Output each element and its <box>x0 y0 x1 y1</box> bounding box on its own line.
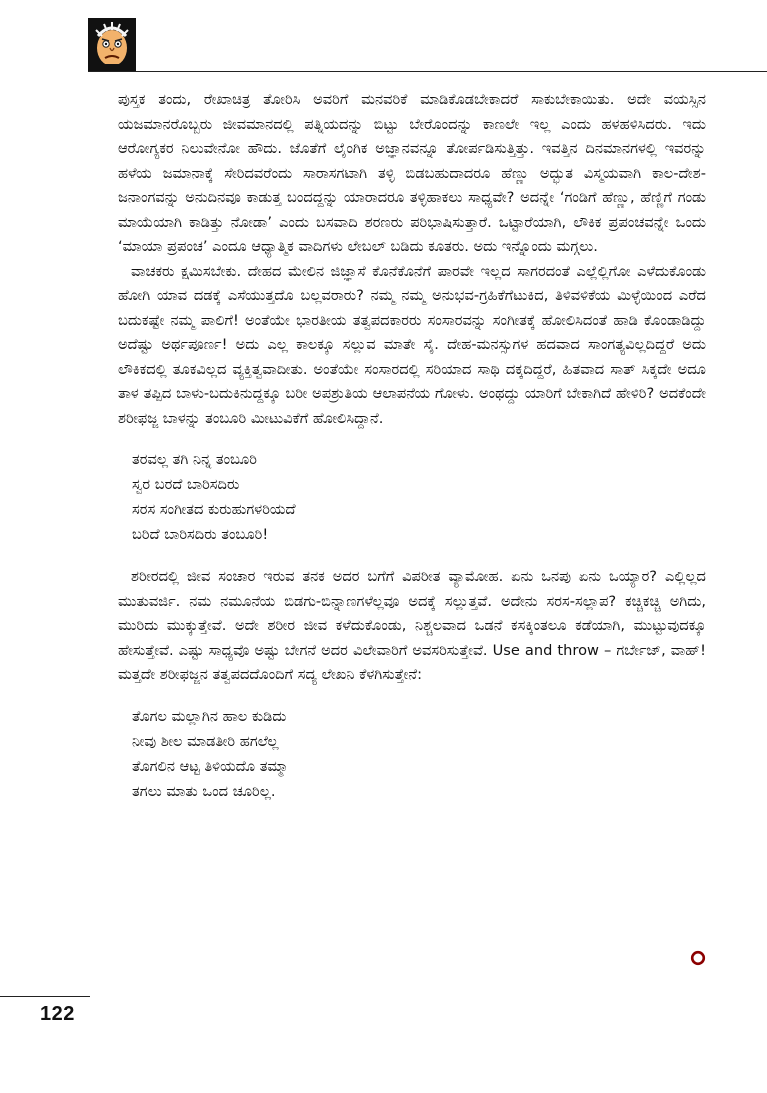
page-number: 122 <box>40 1003 75 1025</box>
article-body <box>118 88 706 804</box>
verse-line: ಸ್ವರ ಬರದೆ ಬಾರಿಸದಿರು <box>132 476 240 493</box>
verse-line: ತೊಗಲ ಮಲ್ಲಾಗಿನ ಹಾಲ ಕುಡಿದು <box>132 707 287 725</box>
verse-line: ಬರಿದೆ ಬಾರಿಸದಿರು ತಂಬೂರಿ! <box>132 526 269 543</box>
paragraph: ವಾಚಕರು ಕ್ಷಮಿಸಬೇಕು. ದೇಹದ ಮೇಲಿನ ಜಿಜ್ಞಾಸೆ ಕೊನೆಕೊನೆಗೆ ಪಾರವೇ ಇಲ್ಲದ ಸಾಗರದಂತೆ ಎಲ್ಲೆಲ್ಲಿಗೋ ಎಳೆದುಕೊಂಡು ಹೋಗಿ ಯಾವ ದಡಕ್ಕೆ ಎಸೆಯುತ್ತದೊ ಬಲ್ಲವರಾರು? ನಮ್ಮ ನಮ್ಮ ಅನುಭವ-ಗ್ರಹಿಕೆಗೆಟುಕಿದ, ತಿಳಿವಳಿಕೆಯ ಮಿಳ್ಳೆಯಿಂದ ಎರೆದ ಬದುಕಷ್ಟೇ ನಮ್ಮ ಪಾಲಿಗೆ! ಅಂತೆಯೇ ಭಾರತೀಯ ತತ್ವಪದಕಾರರು ಸಂಸಾರವನ್ನು ಸಂಗೀತಕ್ಕೆ ಹೋಲಿಸಿದಂತೆ ಹಾಡಿ ಕೊಂಡಾಡಿದ್ದು ಅದೆಷ್ಟು ಅರ್ಥಪೂರ್ಣ! ಅದು ಎಲ್ಲ ಕಾಲಕ್ಕೂ ಸಲ್ಲುವ ಮಾತೇ ಸೈ. ದೇಹ-ಮನಸ್ಸುಗಳ ಹದವಾದ ಸಾಂಗತ್ಯವಿಲ್ಲದಿದ್ದರೆ ಅದು ಲೌಕಿಕದಲ್ಲಿ ತೂಕವಿಲ್ಲದ ವ್ಯಕ್ತಿತ್ವವಾದೀತು. ಅಂತೆಯೇ ಸಂಸಾರದಲ್ಲಿ ಸರಿಯಾದ ಸಾಥಿ ದಕ್ಕದಿದ್ದರೆ, ಹಿತವಾದ ಸಾತ್ ಸಿಕ್ಕದೇ ಅದೂ ತಾಳ ತಪ್ಪಿದ ಬಾಳು-ಬದುಕಿನುದ್ದಕ್ಕೂ ಬರೀ ಅಪಶ್ರುತಿಯ ಆಲಾಪನೆಯ ಗೋಳು. ಅಂಥದ್ದು ಯಾರಿಗೆ ಬೇಕಾಗಿದೆ ಹೇಳಿರಿ? ಅದಕೆಂದೇ ಶರೀಫಜ್ಜ ಬಾಳನ್ನು ತಂಬೂರಿ ಮೀಟುವಿಕೆಗೆ ಹೋಲಿಸಿದ್ದಾನೆ. <box>118 262 706 427</box>
verse-line: ನೀವು ಶೀಲ ಮಾಡತೀರಿ ಹಗಲೆಲ್ಲ <box>132 732 279 750</box>
verse-line: ಸರಸ ಸಂಗೀತದ ಕುರುಹುಗಳರಿಯದೆ <box>132 501 296 518</box>
verse-line: ತಗಲು ಮಾತು ಒಂದ ಚೂರಿಲ್ಲ. <box>132 782 276 800</box>
paragraph: ಶರೀರದಲ್ಲಿ ಜೀವ ಸಂಚಾರ ಇರುವ ತನಕ ಅದರ ಬಗೆಗೆ ವಿಪರೀತ ವ್ಯಾಮೋಹ. ಏನು ಒನಪು ಏನು ಒಯ್ಯಾರ? ಎಲ್ಲಿಲ್ಲದ ಮುತುವರ್ಜಿ. ನಮ ನಮೂನೆಯ ಬಿಡಗು-ಬಿನ್ನಾಣಗಳೆಲ್ಲವೂ ಅದಕ್ಕೆ ಸಲ್ಲುತ್ತವೆ. ಅದೇನು ಸರಸ-ಸಲ್ಲಾಪ? ಕಚ್ಚಿಕಚ್ಚಿ ಅಗಿದು, ಮುರಿದು ಮುಕ್ಕುತ್ತೇವೆ. ಅದೇ ಶರೀರ ಜೀವ ಕಳೆದುಕೊಂಡು, ನಿಶ್ಚಲವಾದ ಒಡನೆ ಕಸಕ್ಕಿಂತಲೂ ಕಡೆಯಾಗಿ, ಮುಟ್ಟುವುದಕ್ಕೂ ಹೇಸುತ್ತೇವೆ. ಎಷ್ಟು ಸಾಧ್ಯವೊ ಅಷ್ಟು ಬೇಗನೆ ಅದರ ವಿಲೇವಾರಿಗೆ ಅವಸರಿಸುತ್ತೇವೆ. Use and throw – ಗರ್ಬೇಜ್, ವಾಹ್! ಮತ್ತದೇ ಶರೀಫಜ್ಜನ ತತ್ವಪದದೊಂದಿಗೆ ಸದ್ಯ ಲೇಖನಿ ಕೆಳಗಿಸುತ್ತೇನೆ: <box>118 568 706 683</box>
header-rule <box>88 71 767 72</box>
paragraph: ಪುಸ್ತಕ ತಂದು, ರೇಖಾಚಿತ್ರ ತೋರಿಸಿ ಅವರಿಗೆ ಮನವರಿಕೆ ಮಾಡಿಕೊಡಬೇಕಾದರೆ ಸಾಕುಬೇಕಾಯಿತು. ಅದೇ ವಯಸ್ಸಿನ ಯಜಮಾನರೊಬ್ಬರು ಜೀವಮಾನದಲ್ಲಿ ಪತ್ನಿಯದನ್ನು ಬಿಟ್ಟು ಬೇರೊಂದನ್ನು ಕಾಣಲೇ ಇಲ್ಲ ಎಂದು ಹಳಹಳಿಸಿದರು. ಇದು ಆರೋಗ್ಯಕರ ನಿಲುವೇನೋ ಹೌದು. ಜೊತೆಗೆ ಲೈಂಗಿಕ ಅಜ್ಞಾನವನ್ನೂ ತೋರ್ಪಡಿಸುತ್ತಿತ್ತು. ಇವತ್ತಿನ ದಿನಮಾನಗಳಲ್ಲಿ ಇವರನ್ನು ಹಳೆಯ ಜಮಾನಾಕ್ಕೆ ಸೇರಿದವರೆಂದು ಸಾರಾಸಗಟಾಗಿ ತಳ್ಳಿ ಬಿಡಬಹುದಾದರೂ ಹೆಣ್ಣು ಅದ್ಭುತ ವಿಸ್ಮಯವಾಗಿ ಕಾಲ-ದೇಶ-ಜನಾಂಗವನ್ನು ಅನುದಿನವೂ ಕಾಡುತ್ತ ಬಂದದ್ದನ್ನು ಯಾರಾದರೂ ತಳ್ಳಿಹಾಕಲು ಸಾಧ್ಯವೇ? ಅದನ್ನೇ ‘ಗಂಡಿಗೆ ಹೆಣ್ಣು, ಹೆಣ್ಣಿಗೆ ಗಂಡು ಮಾಯೆಯಾಗಿ ಕಾಡಿತ್ತು ನೋಡಾ’ ಎಂದು ಬಸವಾದಿ ಶರಣರು ಪರಿಭಾಷಿಸುತ್ತಾರೆ. ಒಟ್ಟಾರೆಯಾಗಿ, ಲೌಕಿಕ ಪ್ರಪಂಚವನ್ನೇ ಒಂದು ‘ಮಾಯಾ ಪ್ರಪಂಚ’ ಎಂದೂ ಆಧ್ಯಾತ್ಮಿಕ ವಾದಿಗಳು ಲೇಬಲ್ ಬಡಿದು ಕೂತರು. ಅದು ಇನ್ನೊಂದು ಮಗ್ಗಲು. <box>118 91 706 255</box>
verse-line: ತರವಲ್ಲ ತಗಿ ನಿನ್ನ ತಂಬೂರಿ <box>132 451 257 468</box>
cartoon-face-icon <box>88 18 136 72</box>
circle-bullet-icon <box>690 950 706 966</box>
verse-block <box>132 704 706 804</box>
footer-rule <box>0 996 90 997</box>
verse-block <box>132 447 706 547</box>
verse-line: ತೊಗಲಿನ ಆಟ್ಟ ತಿಳಿಯದೊ ತಮ್ಮಾ <box>132 757 289 775</box>
